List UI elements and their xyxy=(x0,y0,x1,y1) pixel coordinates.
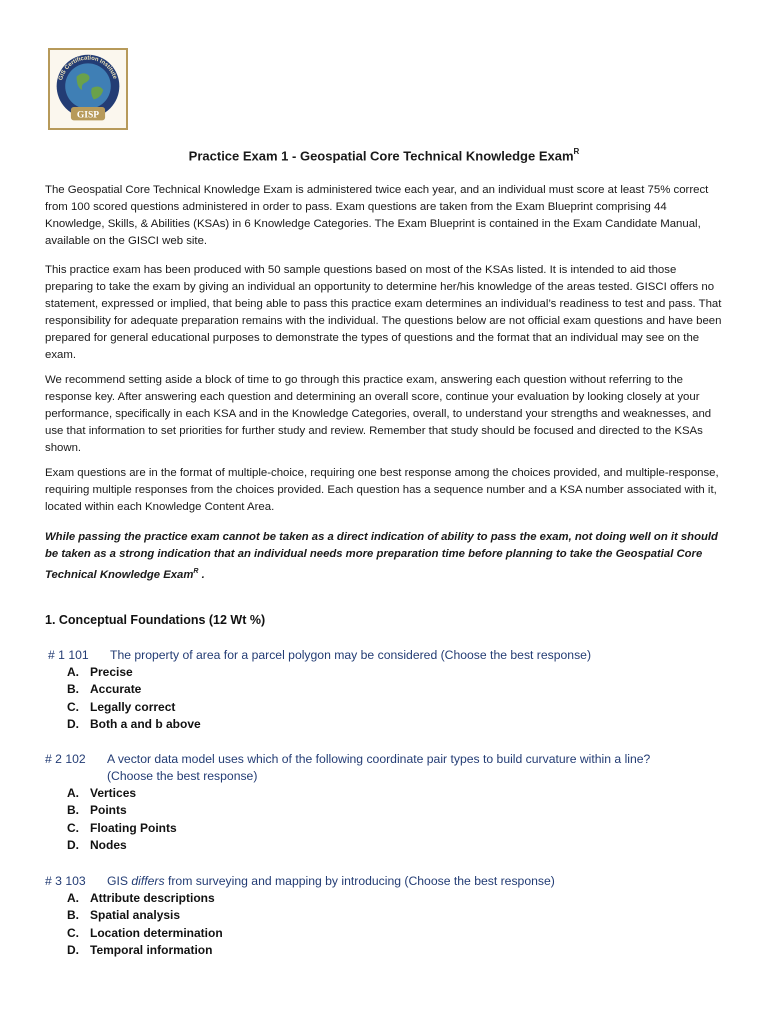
answer-letter: A. xyxy=(67,665,79,679)
answer-option xyxy=(45,681,735,698)
answer-letter: B. xyxy=(67,908,79,923)
answer-letter: C. xyxy=(67,925,79,940)
question-3 xyxy=(45,873,735,959)
answer-letter: B. xyxy=(67,682,79,697)
answer-option xyxy=(45,802,735,819)
answer-text: Both a and b above xyxy=(90,716,201,731)
answer-letter: C. xyxy=(67,820,79,835)
answer-option xyxy=(45,785,735,802)
answer-text: Floating Points xyxy=(90,820,177,835)
answer-text: Accurate xyxy=(90,682,142,697)
page-title-sup: R xyxy=(573,147,580,156)
intro-paragraph-4: Exam questions are in the format of multiple-choice, requiring one best response among the choices provided, and multiple-response, requiring multiple responses from the choices provided. Each question has a sequence number and a KSA number associated with it, located within each Knowledge Content Area. xyxy=(45,467,719,513)
gisp-seal-icon xyxy=(50,50,126,128)
answer-text: Location determination xyxy=(90,925,223,940)
answer-option xyxy=(45,890,735,907)
gisp-logo xyxy=(48,48,128,130)
intro-paragraph-5 xyxy=(45,529,725,584)
question-number: # 3 103 xyxy=(45,874,86,888)
answer-option xyxy=(45,907,735,924)
intro-paragraph-5-end: . xyxy=(198,568,205,581)
question-text-emphasis: differs xyxy=(131,874,165,888)
answer-text: Precise xyxy=(90,665,133,679)
answer-option xyxy=(45,664,735,681)
answer-letter: D. xyxy=(67,942,79,957)
answer-letter: C. xyxy=(67,699,79,714)
answer-option xyxy=(45,925,735,942)
answer-text: Attribute descriptions xyxy=(90,891,215,905)
answer-text: Vertices xyxy=(90,786,137,800)
answer-list xyxy=(45,785,735,854)
answer-text: Spatial analysis xyxy=(90,908,181,923)
answer-letter: D. xyxy=(67,837,79,852)
page-title xyxy=(0,148,768,163)
answer-letter: A. xyxy=(67,891,79,905)
intro-paragraph-1: The Geospatial Core Technical Knowledge Exam is administered twice each year, and an individual must score at least 75% correct from 100 scored questions administered in order to pass. Exam questions are taken from the Exam Blueprint comprising 44 Knowledge, Skills, & Abilities (KSAs) in 6 Knowledge Categories. The Exam Blueprint is contained in the Exam Candidate Manual, available on the GISCI web site. xyxy=(45,184,709,247)
intro-paragraph-3: We recommend setting aside a block of time to go through this practice exam, answering each question without referring to the response key. After answering each question and determining an overall score, continue your evaluation by looking closely at your performance, specifically in each KSA and in the Knowledge Categories, overall, to understand your strengths and weaknesses, and use that information to set priorities for further study and review. Remember that study should be focused and directed to the KSAs shown. xyxy=(45,374,712,454)
answer-text: Legally correct xyxy=(90,699,176,714)
question-text-post: from surveying and mapping by introducing (Choose the best response) xyxy=(164,874,555,888)
question-text: A vector data model uses which of the following coordinate pair types to build curvature within a line? (Choose the best response) xyxy=(107,752,651,783)
intro-paragraph-2: This practice exam has been produced with 50 sample questions based on most of the KSAs listed. It is intended to aid those preparing to take the exam by giving an individual an opportunity to determine her/his knowledge of the areas tested. GISCI offers no statement, expressed or implied, that being able to pass this practice exam determines an individual’s readiness to test and pass. That responsibility for adequate preparation remains with the individual. The questions below are not official exam questions and have been prepared for general educational purposes to demonstrate the types of questions and the format that an individual may see on the exam. xyxy=(45,264,722,361)
logo-badge-text: GISP xyxy=(76,110,100,121)
logo-ring-text: GIS Certification Institute xyxy=(58,55,118,82)
intro-paragraph-5-sup: R xyxy=(193,568,199,575)
answer-option xyxy=(45,837,735,854)
question-text: The property of area for a parcel polygon may be considered (Choose the best response) xyxy=(110,648,592,662)
answer-text: Points xyxy=(90,803,127,818)
section-heading: 1. Conceptual Foundations (12 Wt %) xyxy=(45,613,266,627)
answer-list xyxy=(45,890,735,959)
answer-letter: D. xyxy=(67,716,79,731)
question-number: # 2 102 xyxy=(45,752,86,766)
answer-text: Nodes xyxy=(90,837,127,852)
question-2 xyxy=(45,751,735,854)
question-text xyxy=(107,873,735,890)
answer-option xyxy=(45,820,735,837)
question-text-pre: GIS xyxy=(107,874,132,888)
question-1 xyxy=(45,647,735,733)
intro-paragraph-5-text: While passing the practice exam cannot be taken as a direct indication of ability to pass the exam, not doing well on it should be taken as a strong indication that an individual needs more preparation time before planning to take the Geospatial Core Technical Knowledge Exam xyxy=(45,531,718,581)
answer-text: Temporal information xyxy=(90,942,213,957)
answer-letter: B. xyxy=(67,803,79,818)
question-number: # 1 101 xyxy=(48,648,89,662)
answer-option xyxy=(45,716,735,733)
page-title-text: Practice Exam 1 - Geospatial Core Technical Knowledge Exam xyxy=(188,148,574,164)
answer-option xyxy=(45,942,735,959)
answer-letter: A. xyxy=(67,786,79,800)
answer-option xyxy=(45,699,735,716)
answer-list xyxy=(45,664,735,733)
